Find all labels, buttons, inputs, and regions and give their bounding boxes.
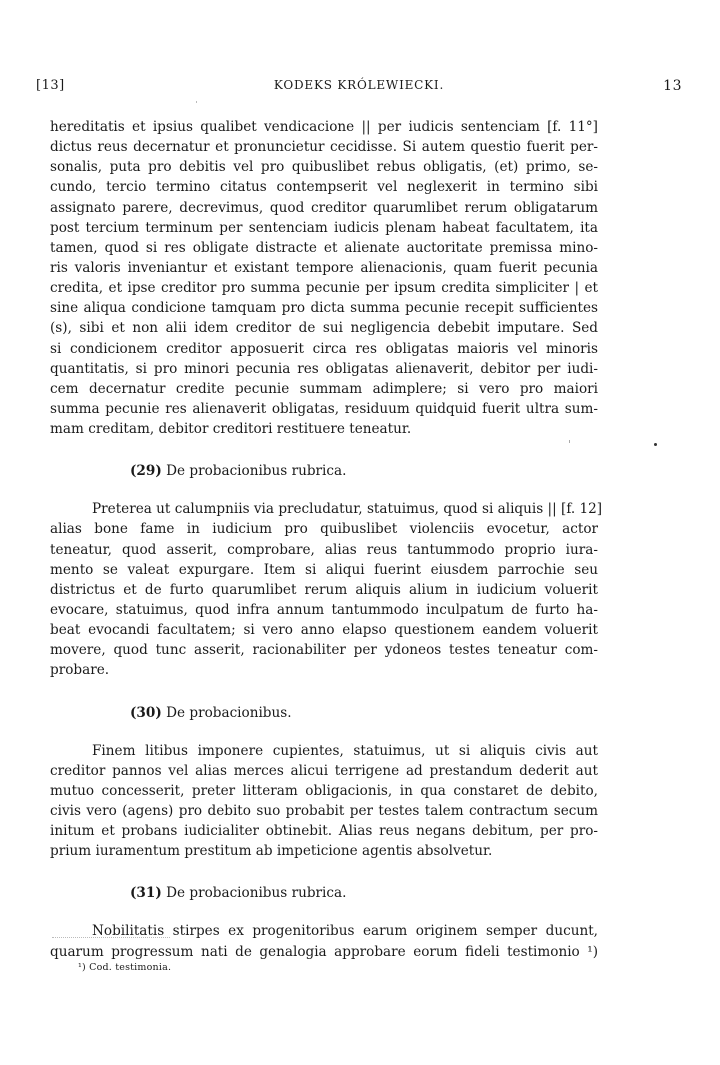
text-line: tamen, quod si res obligate distracte et alienate auctoritate premissa mino- <box>50 239 598 256</box>
text-line: (s), sibi et non alii idem creditor de sui negligencia debebit imputare. Sed <box>50 320 598 337</box>
page-number: 13 <box>663 78 682 94</box>
scan-speck <box>654 443 657 446</box>
text-line: Finem litibus imponere cupientes, statuimus, ut si aliquis civis aut <box>92 742 598 759</box>
footnote-rule <box>52 937 170 938</box>
running-header <box>36 78 682 98</box>
text-line: credita, et ipse creditor pro summa pecunie per ipsum credita simpliciter | et <box>50 280 598 297</box>
page-body <box>50 117 603 962</box>
text-line: quarum progressum nati de genalogia approbare eorum fideli testimonio ¹) <box>50 943 598 960</box>
text-line: cundo, tercio termino citatus contempserit vel neglexerit in termino sibi <box>50 179 598 196</box>
header-bracket-page: [13] <box>36 78 65 93</box>
text-line: cem decernatur credite pecunie summam adimplere; si vero pro maiori <box>50 380 598 397</box>
text-line: ris valoris inveniantur et existant tempore alienacionis, quam fuerit pecunia <box>50 259 598 276</box>
section-heading-31 <box>50 883 598 903</box>
text-line: Nobilitatis stirpes ex progenitoribus earum originem semper ducunt, <box>92 923 598 940</box>
text-line: mento se valeat expurgare. Item si aliqui fuerint eiusdem parrochie seu <box>50 561 598 578</box>
section-heading-30 <box>50 703 598 723</box>
text-line: assignato parere, decrevimus, quod creditor quarumlibet rerum obligatarum <box>50 199 598 216</box>
section-title: De probacionibus rubrica. <box>166 463 347 480</box>
section-number: (30) <box>130 704 162 721</box>
text-line: teneatur, quod asserit, comprobare, alias reus tantummodo proprio iura- <box>50 541 598 558</box>
text-line: prium iuramentum prestitum ab impeticione agentis absolvetur. <box>50 843 493 860</box>
text-line: districtus et de furto quarumlibet rerum aliquis alium in iudicium voluerit <box>50 581 598 598</box>
text-line: movere, quod tunc asserit, racionabiliter per ydoneos testes teneatur com- <box>50 642 598 659</box>
text-line: sonalis, puta pro debitis vel pro quibuslibet rebus obligatis, (et) primo, se- <box>50 159 598 176</box>
scan-speck <box>569 440 570 443</box>
text-line: Preterea ut calumpniis via precludatur, statuimus, quod si aliquis || [f. 12] <box>92 501 603 518</box>
section-title: De probacionibus. <box>166 704 292 721</box>
text-line: hereditatis et ipsius qualibet vendicacione || per iudicis sentenciam [f. 11°] <box>50 119 598 135</box>
text-line: sine aliqua condicione tamquam pro dicta summa pecunie recepit sufficientes <box>50 300 598 317</box>
text-line: si condicionem creditor apposuerit circa res obligatas maioris vel minoris <box>50 340 598 357</box>
header-title: KODEKS KRÓLEWIECKI. <box>273 78 445 92</box>
text-line: mutuo concesserit, preter litteram obligacionis, in qua constaret de debito, <box>50 782 598 799</box>
text-line: creditor pannos vel alias merces alicui terrigene ad prestandum dederit aut <box>50 762 598 779</box>
section-31-text <box>50 921 598 961</box>
text-line: mam creditam, debitor creditori restituere teneatur. <box>50 421 412 438</box>
scan-speck <box>196 101 197 103</box>
section-heading-29 <box>50 461 598 481</box>
text-line: alias bone fame in iudicium pro quibuslibet violenciis evocetur, actor <box>50 521 598 538</box>
text-line: post tercium terminum per sentenciam iudicis plenam habeat facultatem, ita <box>50 219 598 236</box>
text-line: initum et probans iudicialiter obtinebit. Alias reus negans debitum, per pro- <box>50 823 598 840</box>
section-title: De probacionibus rubrica. <box>166 885 347 902</box>
section-number: (31) <box>130 885 162 902</box>
paragraph-continued <box>50 117 598 439</box>
section-number: (29) <box>130 463 162 480</box>
footnote: ¹) Cod. testimonia. <box>78 962 172 973</box>
section-30-text <box>50 741 598 862</box>
text-line: evocare, statuimus, quod infra annum tantummodo inculpatum de furto ha- <box>50 601 598 618</box>
text-line: quantitatis, si pro minori pecunia res obligatas alienaverit, debitor per iudi- <box>50 360 598 377</box>
text-line: dictus reus decernatur et pronuncietur cecidisse. Si autem questio fuerit per- <box>50 139 598 156</box>
section-29-text <box>50 499 603 680</box>
text-line: civis vero (agens) pro debito suo probabit per testes talem contractum secum <box>50 802 598 819</box>
text-line: summa pecunie res alienaverit obligatas, residuum quidquid fuerit ultra sum- <box>50 400 598 417</box>
text-line: probare. <box>50 662 110 679</box>
text-line: beat evocandi facultatem; si vero anno elapso questionem eandem voluerit <box>50 622 598 639</box>
